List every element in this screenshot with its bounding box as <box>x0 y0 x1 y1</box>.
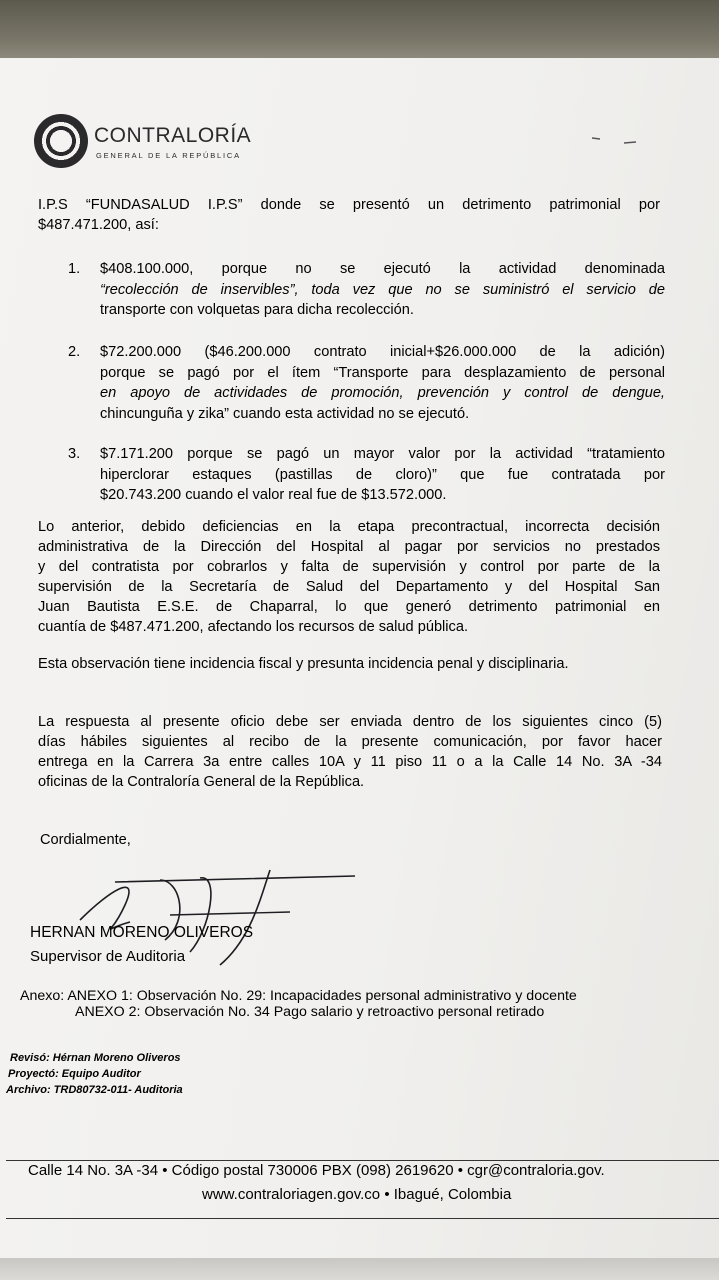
signer-name: HERNAN MORENO OLIVEROS <box>30 924 254 941</box>
signer-role: Supervisor de Auditoria <box>30 948 186 965</box>
logo-name: CONTRALORÍA <box>94 124 252 147</box>
annex-1-text: ANEXO 1: Observación No. 29: Incapacidades personal administrativo y docente <box>67 988 577 1004</box>
reviewed-by: Revisó: Hérnan Moreno Oliveros <box>10 1052 181 1064</box>
paragraph-line: supervisión de la Secretaría de Salud del Departamento y del Hospital San <box>38 579 660 595</box>
intro-line-2: $487.471.200, así: <box>38 217 159 233</box>
list-item-line: $72.200.000 ($46.200.000 contrato inicial+$26.000.000 de la adición) <box>100 344 665 360</box>
list-item-line: $408.100.000, porque no se ejecutó la actividad denominada <box>100 261 665 277</box>
contraloria-logo-icon <box>34 114 88 168</box>
paragraph-line: y del contratista por cobrarlos y falta de supervisión y control por parte de la <box>38 559 660 575</box>
background-bottom <box>0 1258 719 1280</box>
archive-ref: Archivo: TRD80732-011- Auditoria <box>6 1084 183 1096</box>
footer-divider-bottom <box>6 1218 719 1219</box>
annex-label: Anexo: <box>20 988 65 1004</box>
observation-statement: Esta observación tiene incidencia fiscal y presunta incidencia penal y disciplinaria. <box>38 656 569 672</box>
logo-subtitle: GENERAL DE LA REPÚBLICA <box>96 151 241 160</box>
paragraph-line: La respuesta al presente oficio debe ser enviada dentro de los siguientes cinco (5) <box>38 714 662 730</box>
letterhead-logo <box>34 114 264 170</box>
ink-mark-decoration <box>590 134 638 148</box>
list-item-line: en apoyo de actividades de promoción, prevención y control de dengue, <box>100 385 665 401</box>
list-item-line: porque se pagó por el ítem “Transporte para desplazamiento de personal <box>100 364 665 381</box>
list-item-body <box>100 259 665 321</box>
footer-website: www.contraloriagen.gov.co • Ibagué, Colombia <box>202 1186 512 1203</box>
list-item-body <box>100 342 665 424</box>
paragraph-line: Juan Bautista E.S.E. de Chaparral, lo que generó detrimento patrimonial en <box>38 599 660 615</box>
list-item-line: hiperclorar estaques (pastillas de cloro)” que fue contratada por <box>100 466 665 483</box>
footer-divider-top <box>6 1160 719 1161</box>
list-item-line: $7.171.200 porque se pagó un mayor valor por la actividad “tratamiento <box>100 446 665 462</box>
paragraph-line: administrativa de la Dirección del Hospital al pagar por servicios no prestados <box>38 539 660 555</box>
list-item-number: 1. <box>68 261 81 277</box>
paragraph-line: oficinas de la Contraloría General de la República. <box>38 774 365 790</box>
list-item-number: 3. <box>68 446 81 462</box>
closing-salutation: Cordialmente, <box>40 832 131 848</box>
list-item-line: chincunguña y zika” cuando esta actividad no se ejecutó. <box>100 405 470 422</box>
paragraph-line: días hábiles siguientes al recibo de la presente comunicación, por favor hacer <box>38 734 662 750</box>
list-item-line: transporte con volquetas para dicha recolección. <box>100 302 414 318</box>
prepared-by: Proyectó: Equipo Auditor <box>8 1068 141 1080</box>
list-item-number: 2. <box>68 344 81 360</box>
paragraph-line: entrega en la Carrera 3a entre calles 10A y 11 piso 11 o a la Calle 14 No. 3A -34 <box>38 754 662 770</box>
annex-1 <box>20 988 577 1004</box>
intro-line-1: I.P.S “FUNDASALUD I.P.S” donde se presentó un detrimento patrimonial por <box>38 197 660 213</box>
footer-address: Calle 14 No. 3A -34 • Código postal 730006 PBX (098) 2619620 • cgr@contraloria.gov. <box>28 1162 605 1179</box>
list-item-line: “recolección de inservibles”, toda vez que no se suministró el servicio de <box>100 281 665 298</box>
paragraph-line: Lo anterior, debido deficiencias en la etapa precontractual, incorrecta decisión <box>38 519 660 535</box>
list-item-body <box>100 444 665 506</box>
list-item-line: $20.743.200 cuando el valor real fue de $13.572.000. <box>100 487 447 503</box>
paragraph-line: cuantía de $487.471.200, afectando los recursos de salud pública. <box>38 619 469 635</box>
annex-2-text: ANEXO 2: Observación No. 34 Pago salario y retroactivo personal retirado <box>75 1004 545 1020</box>
